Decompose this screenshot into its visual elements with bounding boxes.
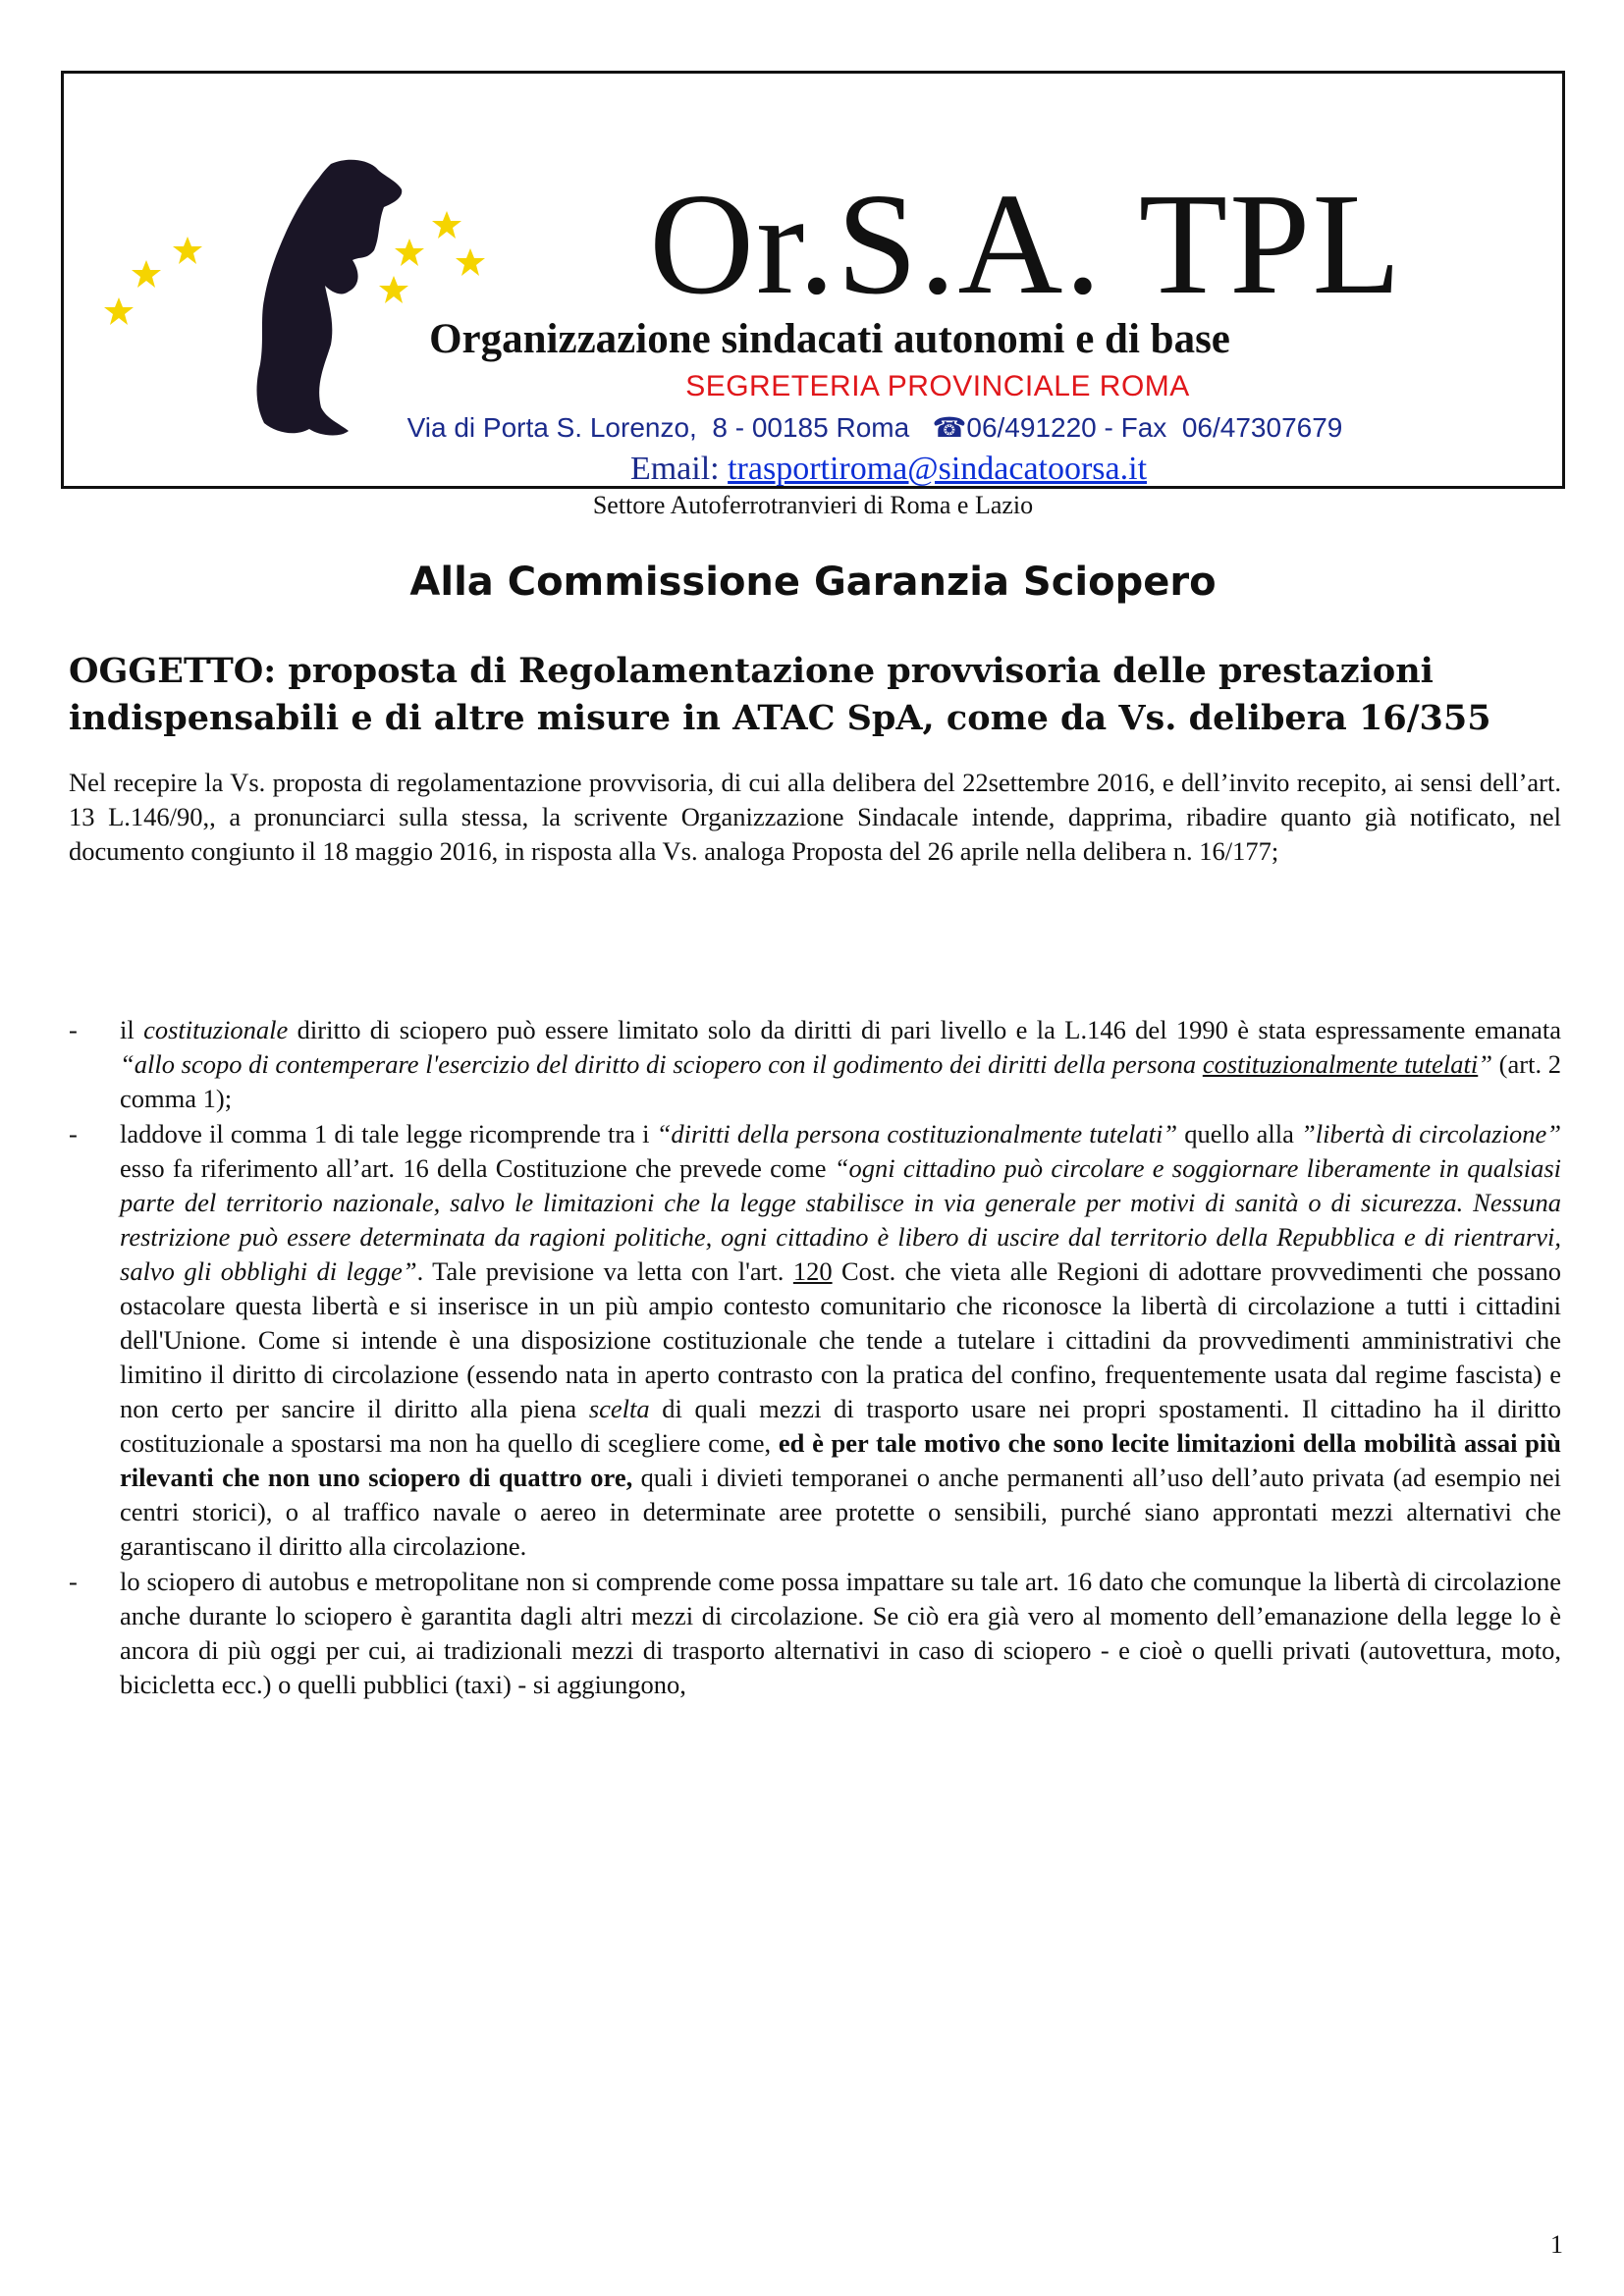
star-icon xyxy=(432,211,461,239)
segreteria-label: SEGRETERIA PROVINCIALE ROMA xyxy=(685,370,1190,402)
list-dash: - xyxy=(69,1015,78,1044)
text-span: lo sciopero di autobus e metropolitane non si comprende come possa impattare su tale art. 16 dato che comunque la libertà di circolazione anche durante lo sciopero è garantita dagli altri mezzi di circolazione. Se ciò era già vero al momento dell’emanazione della legge lo è ancora di più oggi per cui, ai tradizionali mezzi di trasporto alternativi in caso di sciopero - e cioè o quelli privati (autovettura, moto, bicicletta ecc.) o quelli pubblici (taxi) - si aggiungono, xyxy=(120,1567,1561,1699)
email-line xyxy=(515,451,1262,488)
star-icon xyxy=(395,239,424,266)
text-span: quali i divieti temporanei o anche permanenti all’uso dell’auto privata (ad esempio nei centri storici), o al traffico navale o aereo in determinate aree protette o sensibili, purché siano approntati mezzi alternativi che garantiscano il diritto alla circolazione. xyxy=(120,1463,1562,1561)
text-span: (art. 2 comma 1); xyxy=(120,1049,1561,1113)
letterhead xyxy=(61,71,1565,489)
contact-address: Via di Porta S. Lorenzo, 8 - 00185 Roma ☎06/491220 - Fax 06/47307679 xyxy=(406,412,1343,443)
underlined-span: costituzionalmente tutelati xyxy=(1202,1049,1479,1079)
brand-title: Or.S.A. TPL xyxy=(649,164,1403,325)
text-span: scelta xyxy=(588,1394,650,1423)
sector-label: Settore Autoferrotranvieri di Roma e Lazio xyxy=(592,491,1034,519)
list-dash: - xyxy=(69,1567,78,1596)
text-span: . Tale previsione va letta con l'art. xyxy=(416,1256,793,1286)
page-number: 1 xyxy=(1550,2230,1563,2259)
text-span: esso fa riferimento all’art. 16 della Costituzione che prevede come xyxy=(120,1153,835,1183)
list-item xyxy=(69,1013,1561,1116)
text-span: il xyxy=(120,1015,144,1044)
organization-full-name: Organizzazione sindacati autonomi e di base xyxy=(429,316,1230,362)
star-icon xyxy=(173,237,202,264)
star-icon xyxy=(132,260,161,288)
star-icon xyxy=(104,297,134,325)
page-title: Alla Commissione Garanzia Sciopero xyxy=(409,560,1217,605)
star-icon xyxy=(379,276,408,303)
text-span: quello alla xyxy=(1177,1119,1301,1148)
star-icon xyxy=(456,248,485,276)
email-label: Email: xyxy=(629,451,729,487)
quote-span: ” xyxy=(1478,1049,1493,1079)
quote-span: ”libertà di circolazione” xyxy=(1300,1119,1561,1148)
bear-icon xyxy=(257,160,403,436)
underlined-span: 120 xyxy=(792,1256,833,1286)
quote-span: “allo scopo di contemperare l'esercizio del diritto di sciopero con il godimento dei diritti della persona xyxy=(120,1049,1203,1079)
text-span: Cost. che vieta alle Regioni di adottare provvedimenti che possano ostacolare questa libertà e si inserisce in un più ampio contesto comunitario che riconosce la libertà di circolazione a tutti i cittadini dell'Unione. Come si intende è una disposizione costituzionale che tende a tutelare i cittadini da provvedimenti amministrativi che limitino il diritto di circolazione (essendo nata in aperto contrasto con la pratica del confino, frequentemente usata dal regime fascista) e non certo per sancire il diritto alla piena xyxy=(120,1256,1561,1423)
list-dash: - xyxy=(69,1119,78,1148)
list-item xyxy=(69,1117,1561,1564)
text-span: costituzionale xyxy=(143,1015,289,1044)
email-link[interactable]: trasportiroma@sindacatoorsa.it xyxy=(728,451,1148,487)
bold-span: ed è per tale motivo che sono lecite limitazioni della mobilità assai più rilevanti che non uno sciopero di quattro ore, xyxy=(120,1428,1561,1492)
quote-span: “diritti della persona costituzionalmente tutelati” xyxy=(656,1119,1178,1148)
subject-line: OGGETTO: proposta di Regolamentazione provvisoria delle prestazioni indispensabili e di altre misure in ATAC SpA, come da Vs. delibera 16/355 xyxy=(69,651,1491,738)
text-span: laddove il comma 1 di tale legge ricomprende tra i xyxy=(120,1119,657,1148)
text-span: di quali mezzi di trasporto usare nei propri spostamenti. Il cittadino ha il diritto costituzionale a spostarsi ma non ha quello di scegliere come, xyxy=(120,1394,1561,1458)
list-item xyxy=(69,1565,1561,1702)
intro-paragraph: Nel recepire la Vs. proposta di regolamentazione provvisoria, di cui alla delibera del 22settembre 2016, e dell’invito recepito, ai sensi dell’art. 13 L.146/90,, a pronunciarci sulla stessa, la scrivente Organizzazione Sindacale intende, dapprima, ribadire quanto già notificato, nel documento congiunto il 18 maggio 2016, in risposta alla Vs. analoga Proposta del 26 aprile nella delibera n. 16/177; xyxy=(69,768,1561,866)
bullet-list xyxy=(69,1013,1561,1703)
text-span: diritto di sciopero può essere limitato solo da diritti di pari livello e la L.146 del 1990 è stata espressamente emanata xyxy=(288,1015,1561,1044)
quote-span: “ogni cittadino può circolare e soggiornare liberamente in qualsiasi parte del territorio nazionale, salvo le limitazioni che la legge stabilisce in via generale per motivi di sanità o di sicurezza. Nessuna restrizione può essere determinata da ragioni politiche, ogni cittadino è libero di uscire dal territorio della Repubblica e di rientrarvi, salvo gli obblighi di legge” xyxy=(120,1153,1561,1286)
